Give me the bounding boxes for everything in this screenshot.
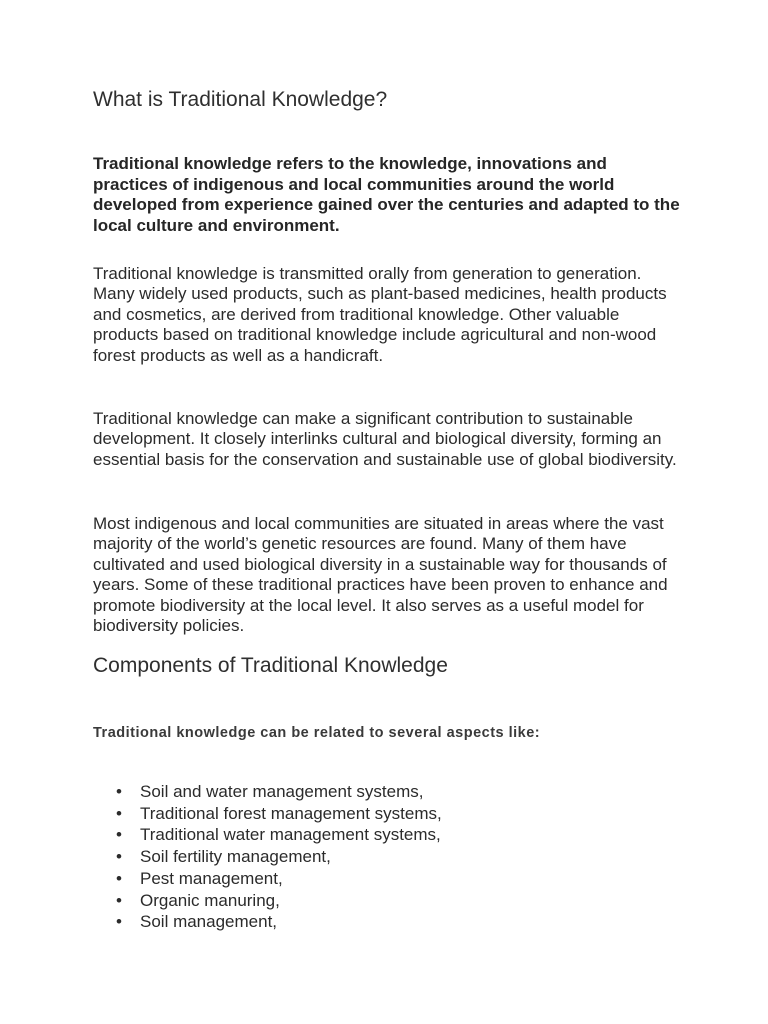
list-item-text: Soil management, <box>140 912 278 932</box>
paragraph-sustainable-development: Traditional knowledge can make a significant contribution to sustainable development. It closely interlinks cultural and biological diversity, forming an essential basis for the conservation and sustainable use of global biodiversity. <box>93 409 677 469</box>
bullet-icon: • <box>116 912 122 932</box>
list-item-text: Soil and water management systems, <box>140 782 424 801</box>
list-item-text: Organic manuring, <box>140 890 280 910</box>
list-item-text: Traditional forest management systems, <box>140 803 442 823</box>
list-item <box>93 781 442 803</box>
list-item-text: Soil fertility management, <box>140 847 331 867</box>
bullet-icon: • <box>116 825 122 845</box>
bullet-icon: • <box>116 890 122 910</box>
aspects-intro: Traditional knowledge can be related to several aspects like: <box>93 725 541 741</box>
bullet-icon: • <box>116 803 122 823</box>
lead-paragraph: Traditional knowledge refers to the knowledge, innovations and practices of indigenous and local communities around the world developed from experience gained over the centuries and adapted to the local culture and environment. <box>93 154 680 236</box>
list-item <box>93 868 442 890</box>
bullet-icon: • <box>116 868 122 888</box>
list-item <box>93 846 442 868</box>
list-item-text: Traditional water management systems, <box>140 825 441 845</box>
list-item <box>93 911 442 933</box>
aspects-list <box>93 781 442 933</box>
list-item <box>93 803 442 825</box>
bullet-icon: • <box>116 847 122 867</box>
section-heading-components: Components of Traditional Knowledge <box>93 654 448 677</box>
list-item <box>93 824 442 846</box>
list-item <box>93 890 442 912</box>
paragraph-indigenous-communities: Most indigenous and local communities are situated in areas where the vast majority of the world’s genetic resources are found. Many of them have cultivated and used biological diversity in a sustainable way for thousands of years. Some of these traditional practices have been proven to enhance and promote biodiversity at the local level. It also serves as a useful model for biodiversity policies. <box>93 514 668 636</box>
bullet-icon: • <box>116 782 122 801</box>
paragraph-transmission: Traditional knowledge is transmitted orally from generation to generation. Many widely used products, such as plant-based medicines, health products and cosmetics, are derived from traditional knowledge. Other valuable products based on traditional knowledge include agricultural and non-wood forest products as well as a handicraft. <box>93 264 667 365</box>
list-item-text: Pest management, <box>140 868 283 888</box>
page-title: What is Traditional Knowledge? <box>93 88 388 111</box>
